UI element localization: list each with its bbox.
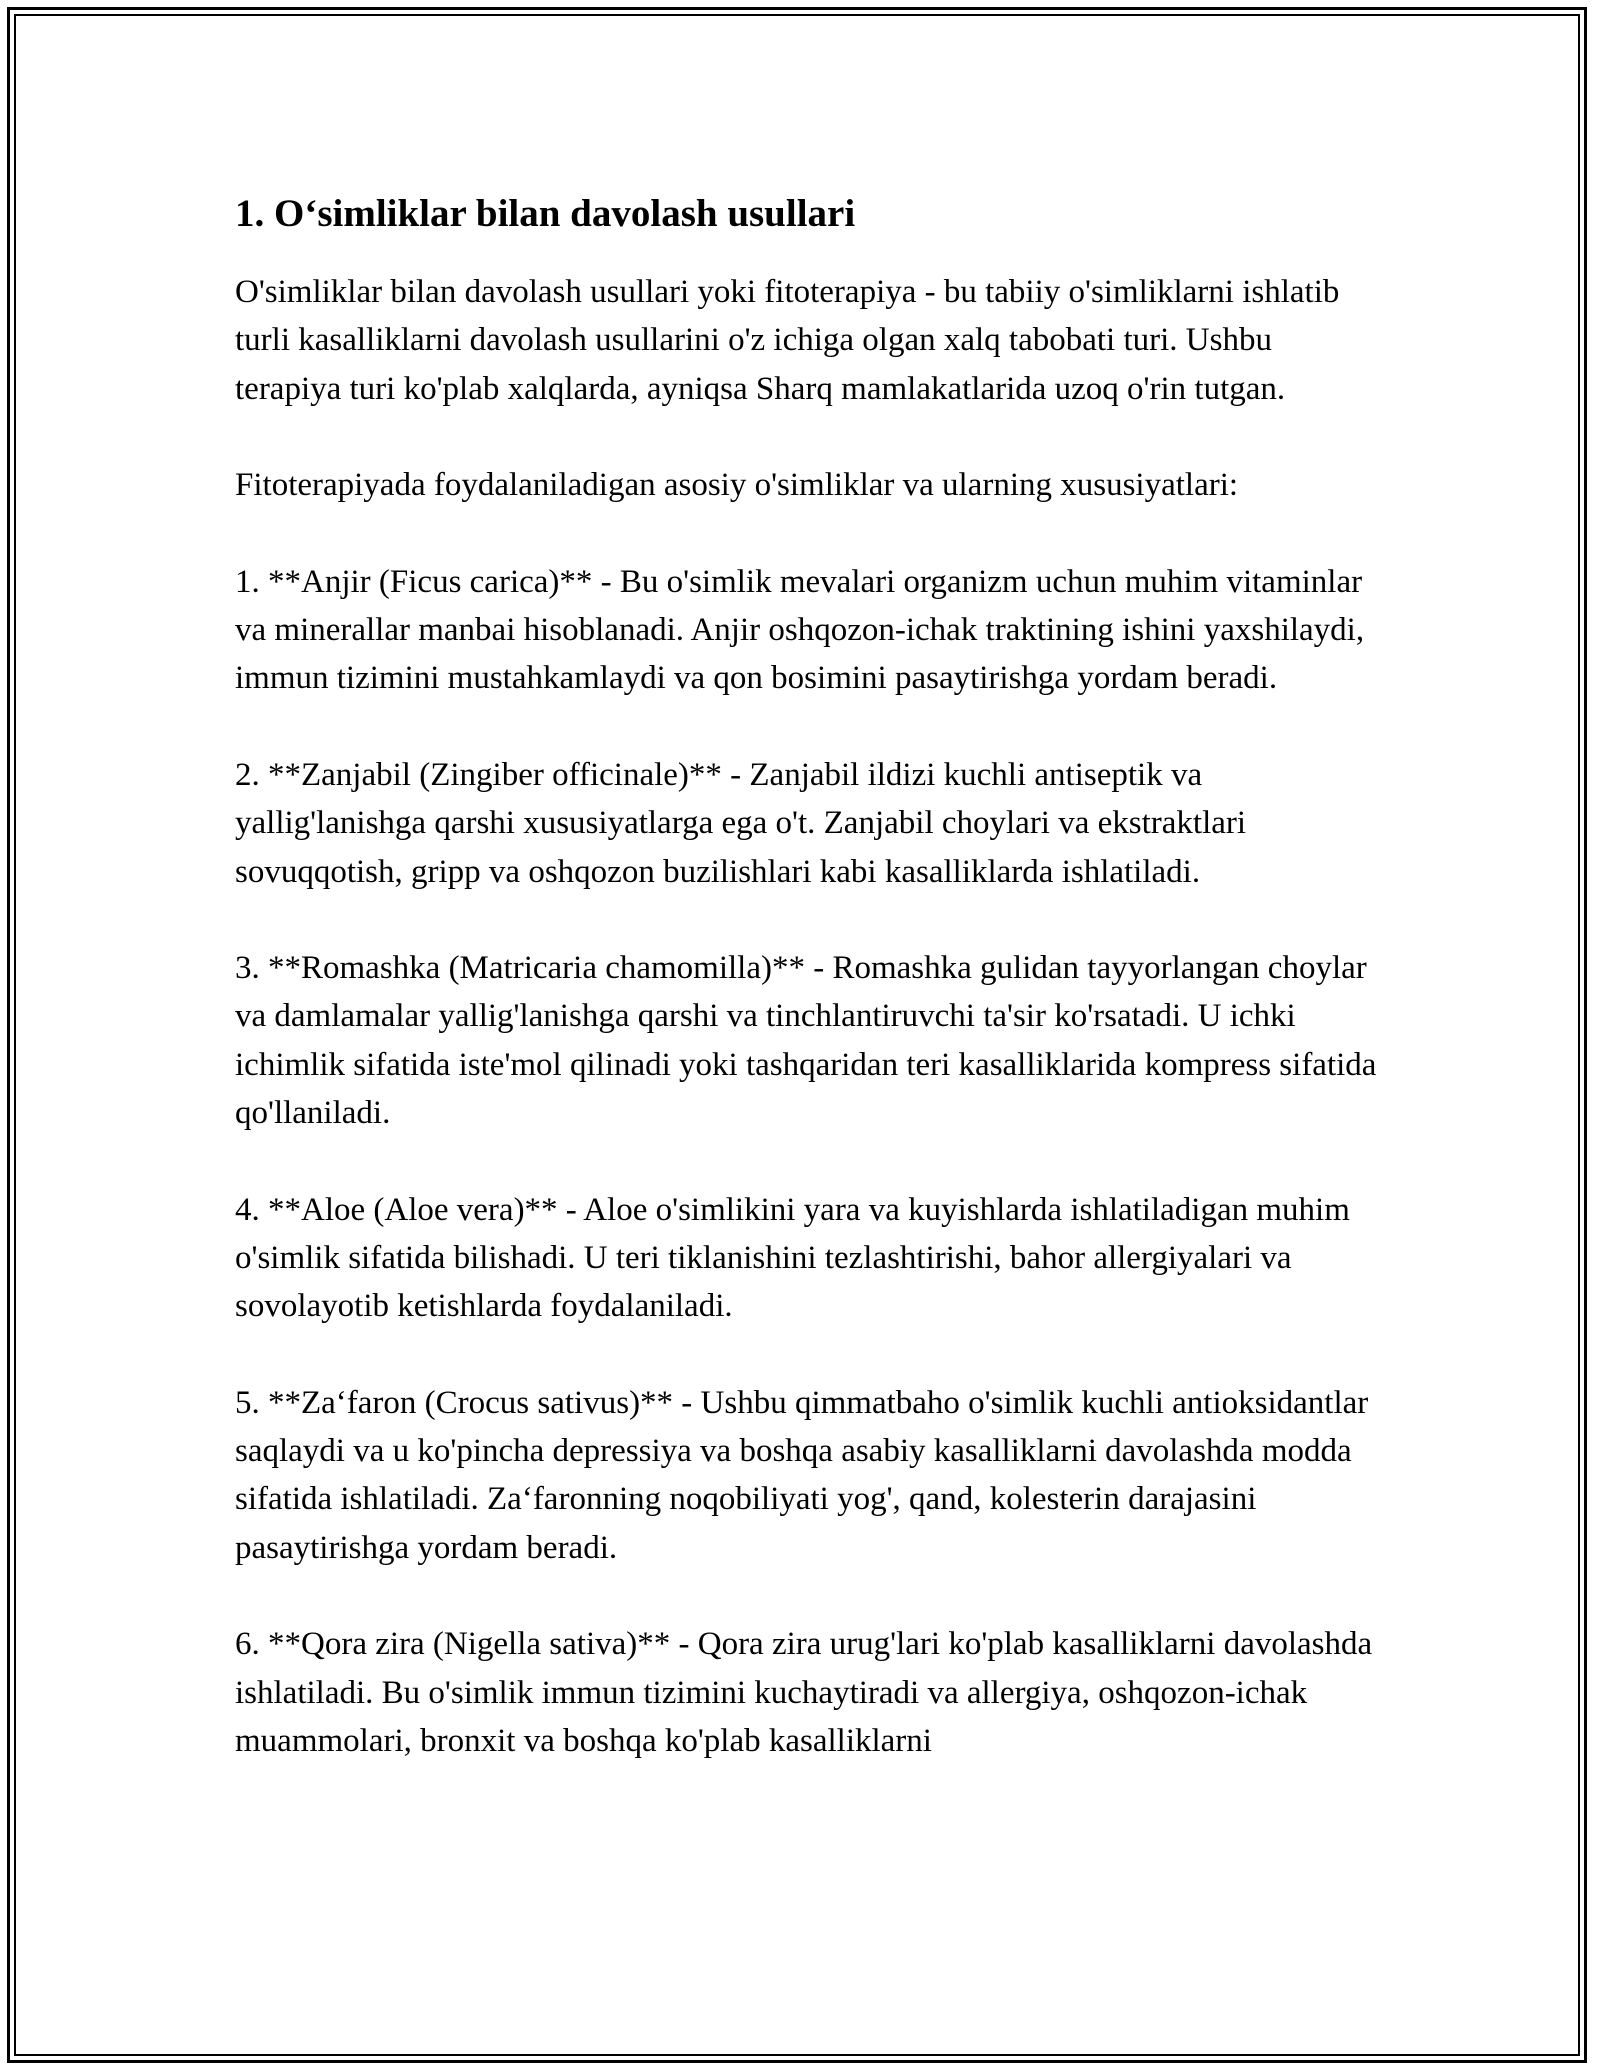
list-item-anjir: 1. **Anjir (Ficus carica)** - Bu o'simlik mevalari organizm uchun muhim vitaminlar va minerallar manbai hisoblanadi. Anjir oshqozon-ichak traktining ishini yaxshilaydi, immun tizimini mustahkamlaydi va qon bosimini pasaytirishga yordam beradi. [235, 563, 1365, 697]
list-item-zanjabil: 2. **Zanjabil (Zingiber officinale)** - Zanjabil ildizi kuchli antiseptik va yallig'lanishga qarshi xususiyatlarga ega o't. Zanjabil choylari va ekstraktlari sovuqqotish, gripp va oshqozon buzilishlari kabi kasalliklarda ishlatiladi. [235, 756, 1247, 890]
list-intro-paragraph: Fitoterapiyada foydalaniladigan asosiy o'simliklar va ularning xususiyatlari: [235, 467, 1239, 504]
list-item-romashka: 3. **Romashka (Matricaria chamomilla)** - Romashka gulidan tayyorlangan choylar va damlamalar yallig'lanishga qarshi va tinchlantiruvchi ta'sir ko'rsatadi. U ichki ichimlik sifatida iste'mol qilinadi yoki tashqaridan teri kasalliklarida kompress sifatida qo'llaniladi. [235, 950, 1377, 1132]
document-title: 1. O‘simliklar bilan davolash usullari [235, 192, 856, 235]
list-item-zafaron: 5. **Za‘faron (Crocus sativus)** - Ushbu qimmatbaho o'simlik kuchli antioksidantlar saqlaydi va u ko'pincha depressiya va boshqa asabiy kasalliklarni davolashda modda sifatida ishlatiladi. Za‘faronning noqobiliyati yog', qand, kolesterin darajasini pasaytirishga yordam beradi. [235, 1384, 1369, 1566]
document-body [235, 186, 1385, 1814]
intro-paragraph: O'simliklar bilan davolash usullari yoki fitoterapiya - bu tabiiy o'simliklarni ishlatib turli kasalliklarni davolash usullarini o'z ichiga olgan xalq tabobati turi. Ushbu terapiya turi ko'plab xalqlarda, ayniqsa Sharq mamlakatlarida uzoq o'rin tutgan. [235, 274, 1340, 407]
list-item-aloe: 4. **Aloe (Aloe vera)** - Aloe o'simlikini yara va kuyishlarda ishlatiladigan muhim o'simlik sifatida bilishadi. U teri tiklanishini tezlashtirishi, bahor allergiyalari va sovolayotib ketishlarda foydalaniladi. [235, 1191, 1350, 1325]
list-item-qora-zira: 6. **Qora zira (Nigella sativa)** - Qora zira urug'lari ko'plab kasalliklarni davolashda ishlatiladi. Bu o'simlik immun tizimini kuchaytiradi va allergiya, oshqozon-ichak muammolari, bronxit va boshqa ko'plab kasalliklarni [235, 1626, 1373, 1759]
